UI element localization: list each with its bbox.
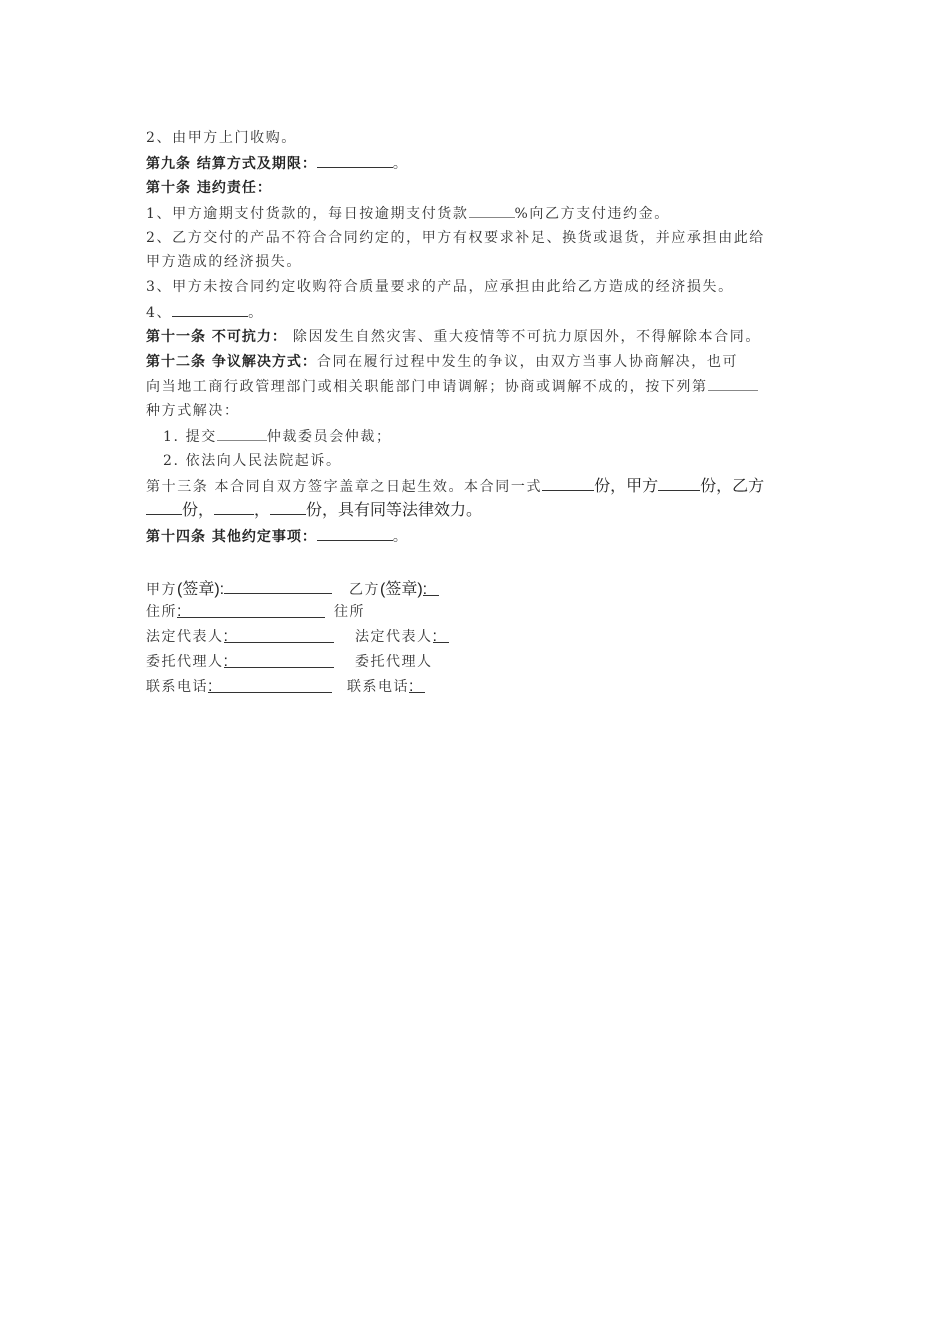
clause-10-item-4: 4、 。 [146, 302, 264, 323]
blank [658, 476, 700, 491]
blank: : [224, 653, 334, 668]
clause-12-option-1: 1. 提交 仲裁委员会仲裁； [163, 426, 392, 447]
clause-12-option-2: 2. 依法向人民法院起诉。 [163, 453, 342, 469]
blank: : [224, 628, 334, 643]
clause-12: 第十二条 争议解决方式：合同在履行过程中发生的争议，由双方当事人协商解决，也可 [146, 354, 739, 370]
clause-10-item-3: 3、甲方未按合同约定收购符合质量要求的产品，应承担由此给乙方造成的经济损失。 [146, 279, 734, 295]
party-a-phone: 联系电话: [146, 676, 332, 696]
clause-10-item-1: 1、甲方逾期支付货款的，每日按逾期支付货款 %向乙方支付违约金。 [146, 203, 670, 224]
blank: : [423, 581, 439, 596]
clause-8-item-2: 2、由甲方上门收购。 [146, 130, 297, 146]
blank: : [409, 678, 425, 693]
clause-9: 第九条 结算方式及期限： 。 [146, 153, 408, 174]
blank [270, 500, 306, 515]
party-a-legal-rep: 法定代表人: [146, 626, 334, 646]
clause-13: 第十三条 本合同自双方签字盖章之日起生效。本合同一式 份，甲方 份，乙方 [146, 478, 765, 495]
blank [542, 476, 594, 491]
blank: : [433, 628, 449, 643]
blank [708, 376, 758, 391]
clause-11: 第十一条 不可抗力： 除因发生自然灾害、重大疫情等不可抗力原因外，不得解除本合同。 [146, 329, 761, 345]
clause-13-cont: 份， ， 份，具有同等法律效力。 [146, 500, 482, 521]
party-a-agent: 委托代理人: [146, 651, 334, 671]
blank: : [208, 678, 332, 693]
clause-12-cont-2: 种方式解决： [146, 403, 240, 419]
clause-14: 第十四条 其他约定事项： 。 [146, 526, 408, 547]
party-a-sign: 甲方(签章): [146, 576, 332, 599]
clause-10-item-2: 2、乙方交付的产品不符合合同约定的，甲方有权要求补足、换货或退货，并应承担由此给 [146, 230, 765, 246]
blank [146, 500, 182, 515]
blank [214, 500, 254, 515]
blank [317, 153, 393, 168]
blank [172, 302, 248, 317]
blank [317, 526, 393, 541]
party-a-address: 住所: [146, 601, 325, 621]
party-b-phone: 联系电话: [347, 676, 425, 696]
blank: : [177, 603, 325, 618]
clause-10-title: 第十条 违约责任： [146, 180, 272, 196]
clause-12-cont: 向当地工商行政管理部门或相关职能部门申请调解；协商或调解不成的，按下列第 [146, 376, 758, 397]
blank [224, 579, 332, 594]
party-b-sign: 乙方(签章): [349, 576, 439, 599]
clause-10-item-2-cont: 甲方造成的经济损失。 [146, 254, 302, 270]
blank [469, 203, 515, 218]
blank [217, 426, 267, 441]
party-b-legal-rep: 法定代表人: [355, 626, 449, 646]
party-b-address: 往所 [334, 604, 365, 620]
party-b-agent: 委托代理人 [355, 654, 433, 670]
